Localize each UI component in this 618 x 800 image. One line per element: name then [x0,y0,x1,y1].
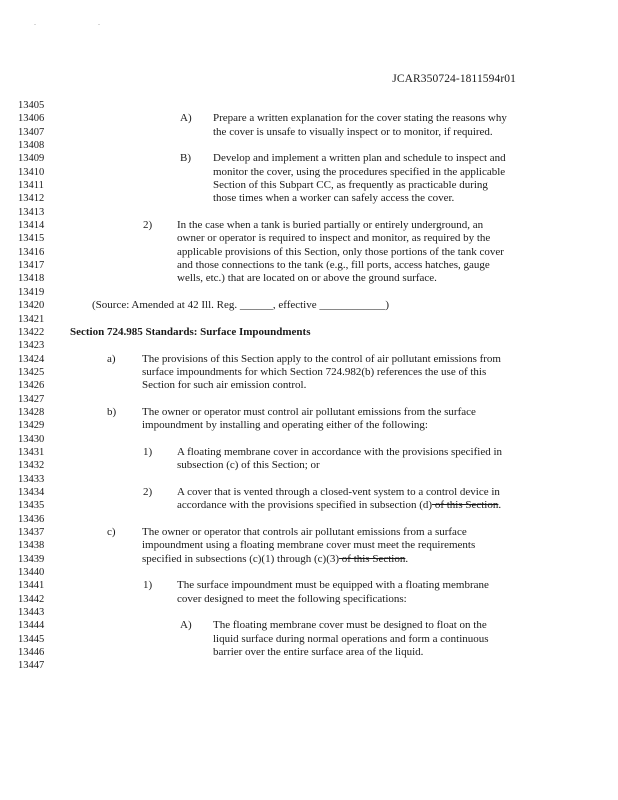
line-text: cover designed to meet the following specifications: [177,592,407,605]
line-text: impoundment using a floating membrane cover must meet the requirements [142,539,476,552]
line-number: 13420 [18,300,45,312]
line-row [0,192,618,205]
line-row [0,513,618,526]
line-number: 13409 [18,153,45,165]
line-row [0,499,618,512]
line-number: 13405 [18,100,45,111]
line-number: 13436 [18,513,45,525]
line-text: The floating membrane cover must be designed to float on the [213,619,487,632]
line-row [0,366,618,379]
line-row [0,433,618,446]
line-number: 13432 [18,460,45,472]
line-text: impoundment by installing and operating either of the following: [142,419,428,432]
line-number: 13438 [18,540,45,552]
line-row [0,112,618,125]
line-text: A floating membrane cover in accordance with the provisions specified in [177,445,503,458]
line-row [0,286,618,299]
line-number: 13430 [18,433,45,445]
line-row [0,313,618,326]
line-number: 13446 [18,647,45,659]
line-text: monitor the cover, using the procedures specified in the applicable [213,165,506,178]
line-number: 13437 [18,527,45,538]
line-text: (Source: Amended at 42 Ill. Reg. ______, effective ____________) [92,299,390,312]
line-number: 13441 [18,580,45,592]
line-row [0,646,618,659]
line-number: 13425 [18,366,45,378]
line-number: 13445 [18,633,45,645]
line-text: wells, etc.) that are located on or above the ground surface. [177,272,437,285]
line-number: 13406 [18,113,45,125]
line-text: Section 724.985 Standards: Surface Impoundments [70,325,311,338]
line-row [0,593,618,606]
line-row [0,126,618,139]
line-text: liquid surface during normal operations and form a continuous [213,632,489,645]
line-number: 13414 [18,220,45,232]
line-number: 13443 [18,607,45,619]
line-number: 13413 [18,206,45,218]
line-row [0,473,618,486]
line-text: The surface impoundment must be equipped with a floating membrane [177,579,489,592]
line-number: 13423 [18,340,45,352]
line-number: 13412 [18,193,45,205]
line-text: In the case when a tank is buried partially or entirely underground, an [177,219,484,232]
line-text: subsection (c) of this Section; or [177,459,320,472]
line-text: the cover is unsafe to visually inspect or to monitor, if required. [213,125,493,138]
line-row [0,419,618,432]
line-number: 13411 [18,180,44,192]
struck-text: of this Section [339,552,406,565]
enumerator-label: c) [107,526,116,538]
enumerator-label: B) [180,152,191,165]
line-number: 13435 [18,500,45,512]
line-number: 13433 [18,473,45,485]
line-text: The owner or operator that controls air pollutant emissions from a surface [142,526,467,538]
enumerator-label: a) [107,352,116,365]
line-row [0,139,618,152]
scan-marks: . . [34,18,130,27]
line-text: owner or operator is required to inspect and monitor, as required by the [177,232,491,245]
line-number: 13421 [18,313,45,325]
line-row [0,99,618,112]
document-id: JCAR350724-1811594r01 [392,73,516,85]
line-number: 13427 [18,393,45,405]
line-text: applicable provisions of this Section, only those portions of the tank cover [177,245,504,258]
line-row [0,339,618,352]
line-text: and those connections to the tank (e.g., fill ports, access hatches, gauge [177,259,490,272]
line-text: accordance with the provisions specified in subsection (d) of this Section. [177,499,502,512]
line-text: The owner or operator must control air pollutant emissions from the surface [142,405,476,418]
line-row [0,299,618,312]
line-row [0,579,618,592]
line-number: 13447 [18,660,45,672]
enumerator-label: 2) [143,485,153,498]
line-number: 13407 [18,126,45,138]
line-row [0,152,618,165]
enumerator-label: b) [107,405,117,418]
line-number: 13415 [18,233,45,245]
line-text: Section of this Subpart CC, as frequently as practicable during [213,179,488,192]
enumerator-label: A) [180,619,192,632]
line-number: 13431 [18,446,45,458]
line-text: Section for such air emission control. [142,379,307,392]
line-row [0,406,618,419]
line-row [0,633,618,646]
line-row [0,526,618,539]
line-row [0,326,618,339]
line-row [0,179,618,192]
line-number: 13410 [18,166,45,178]
line-number: 13408 [18,140,45,152]
line-text: surface impoundments for which Section 724.982(b) references the use of this [142,365,487,378]
line-number: 13442 [18,593,45,605]
line-text: those times when a worker can safely access the cover. [213,192,455,205]
line-text: Develop and implement a written plan and schedule to inspect and [213,152,506,165]
line-row [0,232,618,245]
line-row [0,606,618,619]
line-number: 13439 [18,553,45,565]
line-row [0,353,618,366]
line-row [0,659,618,672]
line-text: The provisions of this Section apply to the control of air pollutant emissions from [142,352,501,365]
struck-text: of this Section [432,499,499,512]
enumerator-label: 2) [143,219,153,232]
line-row [0,166,618,179]
line-number: 13416 [18,246,45,258]
line-number: 13444 [18,620,45,632]
line-text: specified in subsections (c)(1) through (c)(3) of this Section. [142,552,409,565]
line-row [0,219,618,232]
enumerator-label: A) [180,112,192,125]
line-row [0,206,618,219]
line-number: 13426 [18,380,45,392]
line-row [0,539,618,552]
line-number: 13429 [18,420,45,432]
enumerator-label: 1) [143,579,153,592]
line-number: 13440 [18,567,45,579]
line-row [0,459,618,472]
line-number: 13424 [18,353,45,365]
line-text: barrier over the entire surface area of the liquid. [213,646,424,659]
line-number: 13419 [18,286,45,298]
line-number: 13434 [18,486,45,498]
numbered-lines [0,99,618,673]
line-row [0,619,618,632]
line-number: 13418 [18,273,45,285]
line-number: 13422 [18,326,45,338]
line-row [0,259,618,272]
line-text: A cover that is vented through a closed-vent system to a control device in [177,485,500,498]
line-row [0,246,618,259]
line-text: Prepare a written explanation for the cover stating the reasons why [213,112,507,125]
line-number: 13428 [18,406,45,418]
line-row [0,566,618,579]
line-row [0,486,618,499]
line-row [0,272,618,285]
line-row [0,393,618,406]
line-row [0,379,618,392]
line-row [0,553,618,566]
line-number: 13417 [18,260,45,272]
line-row [0,446,618,459]
enumerator-label: 1) [143,445,153,458]
